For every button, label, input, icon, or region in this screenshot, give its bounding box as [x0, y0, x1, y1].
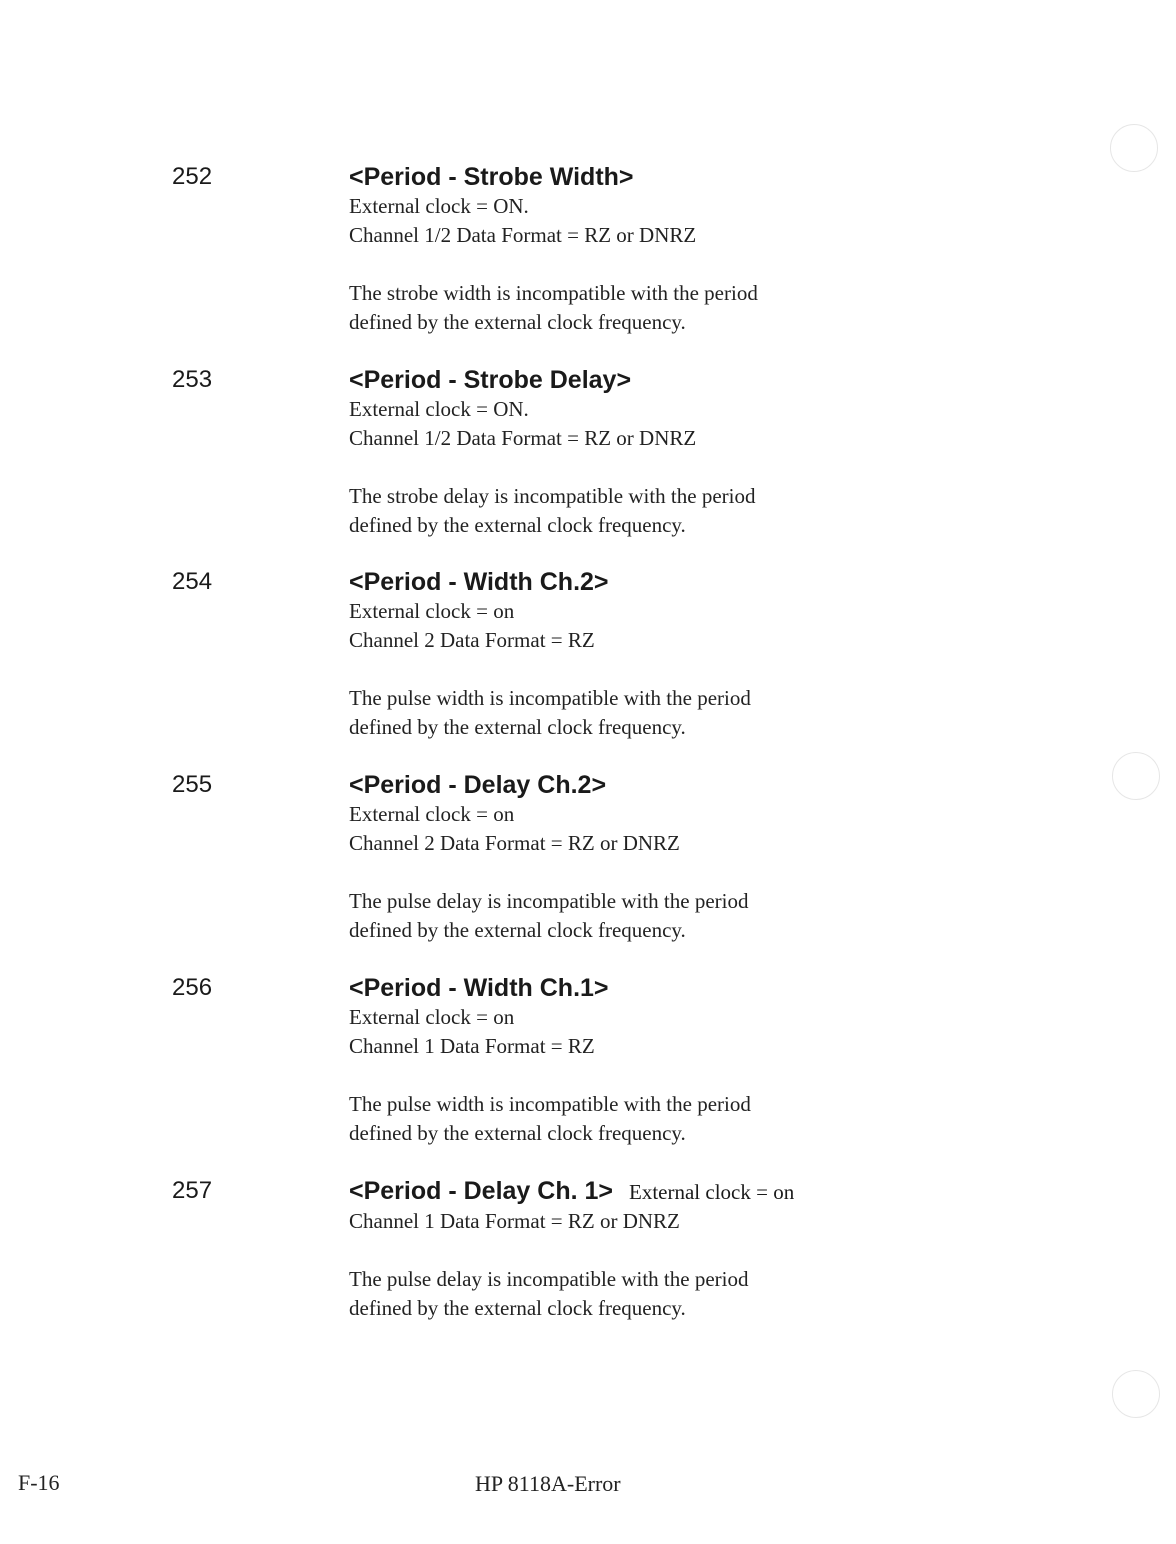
- binder-hole-mark: [1110, 124, 1158, 172]
- condition-line: External clock = ON.: [349, 194, 529, 218]
- condition-line: External clock = on: [349, 599, 515, 623]
- description-line: defined by the external clock frequency.: [349, 310, 686, 334]
- description-line: The pulse delay is incompatible with the period: [349, 889, 749, 913]
- error-body: [349, 162, 949, 337]
- condition-line: Channel 1/2 Data Format = RZ or DNRZ: [349, 426, 697, 450]
- condition-line: Channel 2 Data Format = RZ or DNRZ: [349, 831, 680, 855]
- error-code: 252: [172, 163, 213, 190]
- error-heading: [349, 1176, 949, 1207]
- error-heading: <Period - Width Ch.2>: [349, 568, 609, 596]
- footer-title: HP 8118A-Error: [475, 1471, 621, 1496]
- description-line: defined by the external clock frequency.: [349, 1121, 686, 1145]
- error-heading-title: <Period - Delay Ch. 1>: [349, 1177, 613, 1205]
- condition-line: External clock = on: [349, 1005, 515, 1029]
- description-line: defined by the external clock frequency.: [349, 513, 686, 537]
- description-line: The pulse width is incompatible with the period: [349, 1092, 751, 1116]
- error-code: 256: [172, 974, 213, 1001]
- description-line: defined by the external clock frequency.: [349, 715, 686, 739]
- description-line: The pulse delay is incompatible with the period: [349, 1267, 749, 1291]
- condition-line: Channel 2 Data Format = RZ: [349, 628, 595, 652]
- error-body: [349, 567, 949, 742]
- description-line: The strobe delay is incompatible with the period: [349, 484, 756, 508]
- error-code: 253: [172, 366, 213, 393]
- description-line: The strobe width is incompatible with the period: [349, 281, 758, 305]
- error-heading: <Period - Width Ch.1>: [349, 974, 609, 1002]
- error-heading: <Period - Strobe Width>: [349, 163, 634, 191]
- error-code: 257: [172, 1177, 213, 1204]
- error-code: 254: [172, 568, 213, 595]
- condition-line: External clock = ON.: [349, 397, 529, 421]
- condition-line: External clock = on: [349, 802, 515, 826]
- description-line: defined by the external clock frequency.: [349, 1296, 686, 1320]
- error-body: [349, 973, 949, 1148]
- error-body: [349, 1176, 949, 1323]
- condition-inline: External clock = on: [629, 1180, 795, 1204]
- binder-hole-mark: [1112, 1370, 1160, 1418]
- description-line: defined by the external clock frequency.: [349, 918, 686, 942]
- description-line: The pulse width is incompatible with the period: [349, 686, 751, 710]
- condition-line: Channel 1 Data Format = RZ or DNRZ: [349, 1209, 680, 1233]
- binder-hole-mark: [1112, 752, 1160, 800]
- page-number: F-16: [18, 1470, 60, 1495]
- condition-line: Channel 1 Data Format = RZ: [349, 1034, 595, 1058]
- error-heading: <Period - Strobe Delay>: [349, 366, 632, 394]
- error-heading: <Period - Delay Ch.2>: [349, 771, 607, 799]
- error-body: [349, 365, 949, 540]
- error-code: 255: [172, 771, 213, 798]
- condition-line: Channel 1/2 Data Format = RZ or DNRZ: [349, 223, 697, 247]
- error-body: [349, 770, 949, 945]
